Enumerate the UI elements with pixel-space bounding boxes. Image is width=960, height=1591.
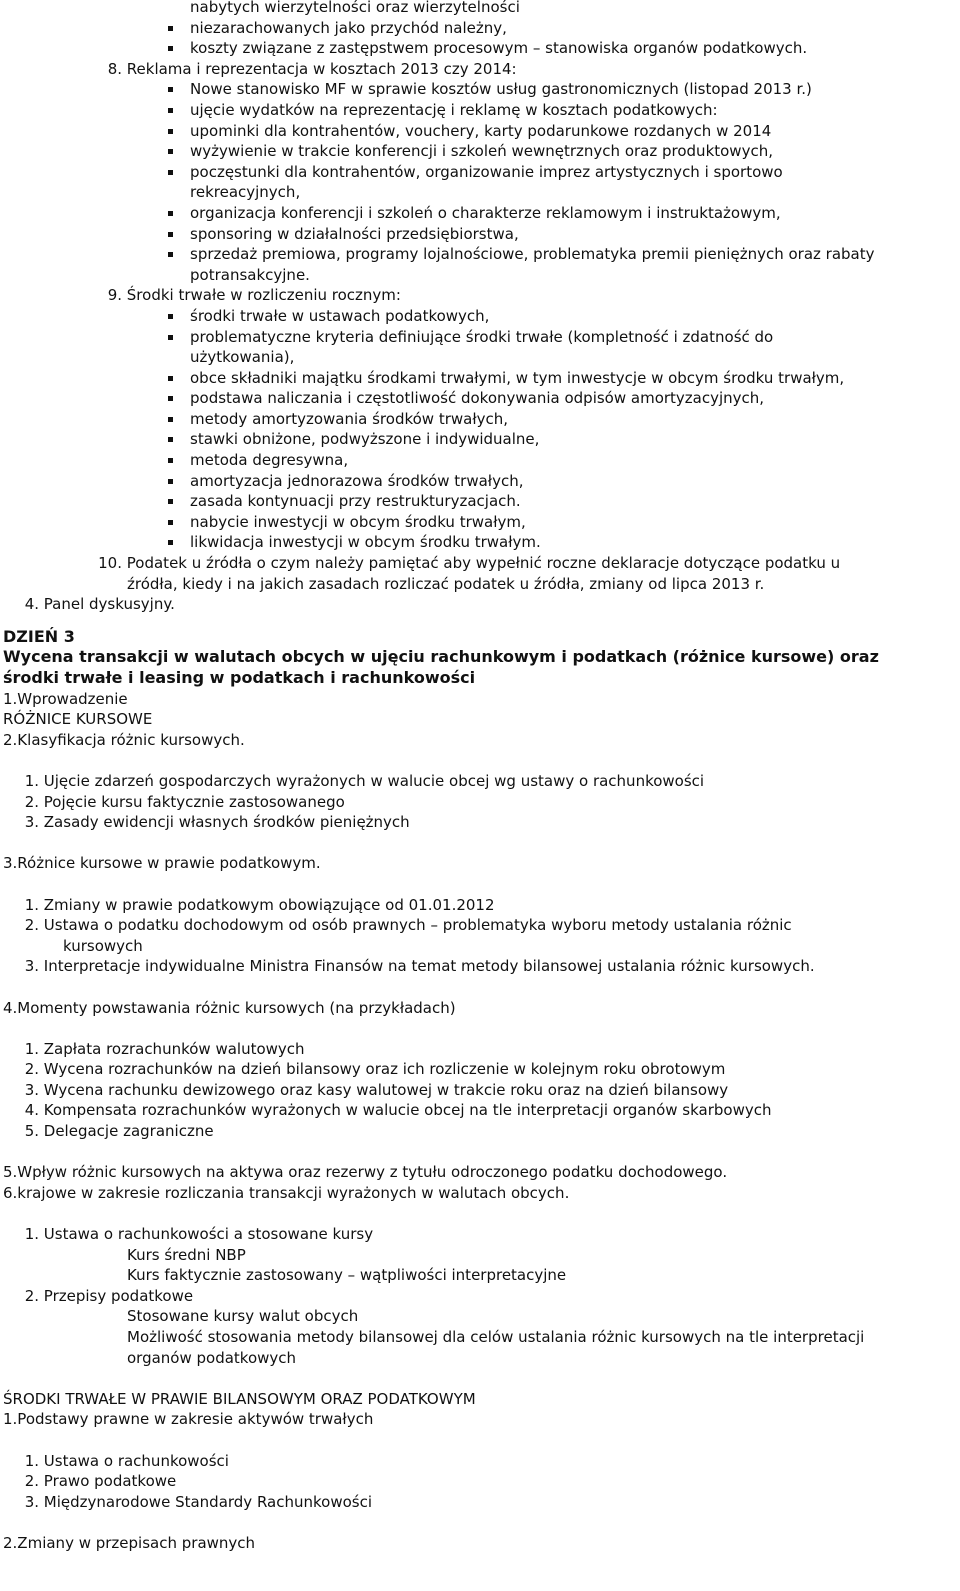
numbered-item-8: 8. Reklama i reprezentacja w kosztach 2013 czy 2014: (107, 59, 517, 78)
bullet-icon (168, 149, 173, 154)
bullet-icon (168, 458, 173, 463)
sub-item: Stosowane kursy walut obcych (127, 1307, 359, 1326)
bullet-icon (168, 540, 173, 545)
bullet-icon (168, 396, 173, 401)
fixed-assets-heading: ŚRODKI TRWAŁE W PRAWIE BILANSOWYM ORAZ PODATKOWYM (3, 1389, 476, 1408)
bullet-icon (168, 170, 173, 175)
subsection-2: 2.Klasyfikacja różnic kursowych. (3, 730, 245, 749)
list-item: 3. Wycena rachunku dewizowego oraz kasy walutowej w trakcie roku oraz na dzień bilansowy (24, 1080, 729, 1099)
bullet-icon (168, 499, 173, 504)
list-item: amortyzacja jednorazowa środków trwałych, (0, 471, 960, 492)
bullet-icon (168, 376, 173, 381)
bullet-icon (168, 26, 173, 31)
day-heading: DZIEŃ 3 (3, 626, 75, 646)
bullet-icon (168, 520, 173, 525)
list-item: poczęstunki dla kontrahentów, organizowanie imprez artystycznych i sportowo (0, 162, 960, 183)
numbered-item-10: 10. Podatek u źródła o czym należy pamiętać aby wypełnić roczne deklaracje dotyczące podatku u (98, 554, 841, 573)
list-item: upominki dla kontrahentów, vouchery, karty podarunkowe rozdanych w 2014 (0, 121, 960, 142)
fx-heading: RÓŻNICE KURSOWE (3, 710, 153, 729)
list-item: ujęcie wydatków na reprezentację i reklamę w kosztach podatkowych: (0, 100, 960, 121)
list-item: problematyczne kryteria definiujące środki trwałe (kompletność i zdatność do (0, 327, 960, 348)
subsection-6: 6.krajowe w zakresie rozliczania transakcji wyrażonych w walutach obcych. (3, 1183, 570, 1202)
bullet-icon (168, 108, 173, 113)
list-item: zasada kontynuacji przy restrukturyzacjach. (0, 491, 960, 512)
list-item: 2. Prawo podatkowe (24, 1472, 177, 1491)
list-item-continuation: użytkowania), (190, 348, 295, 367)
list-item: metoda degresywna, (0, 450, 960, 471)
section-title: Wycena transakcji w walutach obcych w ujęciu rachunkowym i podatkach (różnice kursowe) oraz (3, 647, 879, 667)
intro-heading: 1.Wprowadzenie (3, 689, 128, 708)
section-title-continuation: środki trwałe i leasing w podatkach i rachunkowości (3, 668, 476, 687)
list-item: 3. Interpretacje indywidualne Ministra Finansów na temat metody bilansowej ustalania różnic kursowych. (24, 957, 815, 976)
list-item: 1. Ustawa o rachunkowości a stosowane kursy (24, 1225, 374, 1244)
list-item: metody amortyzowania środków trwałych, (0, 409, 960, 430)
list-item: koszty związane z zastępstwem procesowym – stanowiska organów podatkowych. (0, 38, 960, 59)
list-item: wyżywienie w trakcie konferencji i szkoleń wewnętrznych oraz produktowych, (0, 141, 960, 162)
sub-item: Możliwość stosowania metody bilansowej dla celów ustalania różnic kursowych na tle interpretacji (127, 1328, 865, 1346)
bullet-icon (168, 252, 173, 257)
list-item-continuation: kursowych (63, 936, 143, 955)
list-item: sprzedaż premiowa, programy lojalnościowe, problematyka premii pieniężnych oraz rabaty (0, 244, 960, 265)
list-item: organizacja konferencji i szkoleń o charakterze reklamowym i instruktażowym, (0, 203, 960, 224)
list-item-continuation: rekreacyjnych, (190, 183, 301, 202)
subsection-4: 4.Momenty powstawania różnic kursowych (na przykładach) (3, 998, 456, 1017)
list-item: 2. Wycena rozrachunków na dzień bilansowy oraz ich rozliczenie w kolejnym roku obrotowym (24, 1060, 726, 1079)
bullet-icon (168, 335, 173, 340)
list-item: 5. Delegacje zagraniczne (24, 1122, 214, 1141)
list-item: 1. Zapłata rozrachunków walutowych (24, 1039, 305, 1058)
bullet-icon (168, 479, 173, 484)
list-item: 1. Ustawa o rachunkowości (24, 1451, 229, 1470)
numbered-item-9: 9. Środki trwałe w rozliczeniu rocznym: (107, 286, 401, 305)
bullet-icon (168, 87, 173, 92)
list-item: 2. Pojęcie kursu faktycznie zastosowanego (24, 792, 345, 811)
bullet-icon (168, 437, 173, 442)
subsection-3: 3.Różnice kursowe w prawie podatkowym. (3, 854, 321, 873)
subsection-5: 5.Wpływ różnic kursowych na aktywa oraz rezerwy z tytułu odroczonego podatku dochodowego. (3, 1163, 728, 1182)
list-item: sponsoring w działalności przedsiębiorstwa, (0, 224, 960, 245)
fixed-assets-subsection-1: 1.Podstawy prawne w zakresie aktywów trwałych (3, 1410, 374, 1429)
list-item: 1. Ujęcie zdarzeń gospodarczych wyrażonych w walucie obcej wg ustawy o rachunkowości (24, 771, 705, 790)
list-item: środki trwałe w ustawach podatkowych, (0, 306, 960, 327)
numbered-item-4: 4. Panel dyskusyjny. (24, 595, 175, 614)
list-item-continuation: źródła, kiedy i na jakich zasadach rozliczać podatek u źródła, zmiany od lipca 2013 r. (127, 574, 765, 593)
list-item: 3. Zasady ewidencji własnych środków pieniężnych (24, 813, 410, 832)
bullet-icon (168, 314, 173, 319)
list-item: 3. Międzynarodowe Standardy Rachunkowości (24, 1492, 373, 1511)
list-item: 1. Zmiany w prawie podatkowym obowiązujące od 01.01.2012 (24, 895, 495, 914)
bullet-icon (168, 129, 173, 134)
bullet-icon (168, 211, 173, 216)
list-item: obce składniki majątku środkami trwałymi, w tym inwestycje w obcym środku trwałym, (0, 368, 960, 389)
bullet-icon (168, 417, 173, 422)
list-item: Nowe stanowisko MF w sprawie kosztów usług gastronomicznych (listopad 2013 r.) (0, 79, 960, 100)
bullet-icon (168, 46, 173, 51)
fixed-assets-subsection-2: 2.Zmiany w przepisach prawnych (3, 1533, 256, 1552)
sub-item-continuation: organów podatkowych (127, 1348, 297, 1367)
list-item: 4. Kompensata rozrachunków wyrażonych w walucie obcej na tle interpretacji organów skarbowych (24, 1101, 772, 1120)
list-item: podstawa naliczania i częstotliwość dokonywania odpisów amortyzacyjnych, (0, 388, 960, 409)
list-item: stawki obniżone, podwyższone i indywidualne, (0, 429, 960, 450)
sub-item: Kurs faktycznie zastosowany – wątpliwości interpretacyjne (127, 1266, 567, 1285)
sub-item: Kurs średni NBP (127, 1245, 246, 1264)
list-item: likwidacja inwestycji w obcym środku trwałym. (0, 532, 960, 553)
bullet-icon (168, 232, 173, 237)
list-item-continuation: potransakcyjne. (190, 265, 310, 284)
list-item: 2. Ustawa o podatku dochodowym od osób prawnych – problematyka wyboru metody ustalania różnic (24, 916, 792, 935)
list-item: niezarachowanych jako przychód należny, (0, 18, 960, 39)
list-item: nabycie inwestycji w obcym środku trwałym, (0, 512, 960, 533)
list-item: 2. Przepisy podatkowe (24, 1286, 194, 1305)
list-item: nabytych wierzytelności oraz wierzytelności (190, 0, 520, 16)
